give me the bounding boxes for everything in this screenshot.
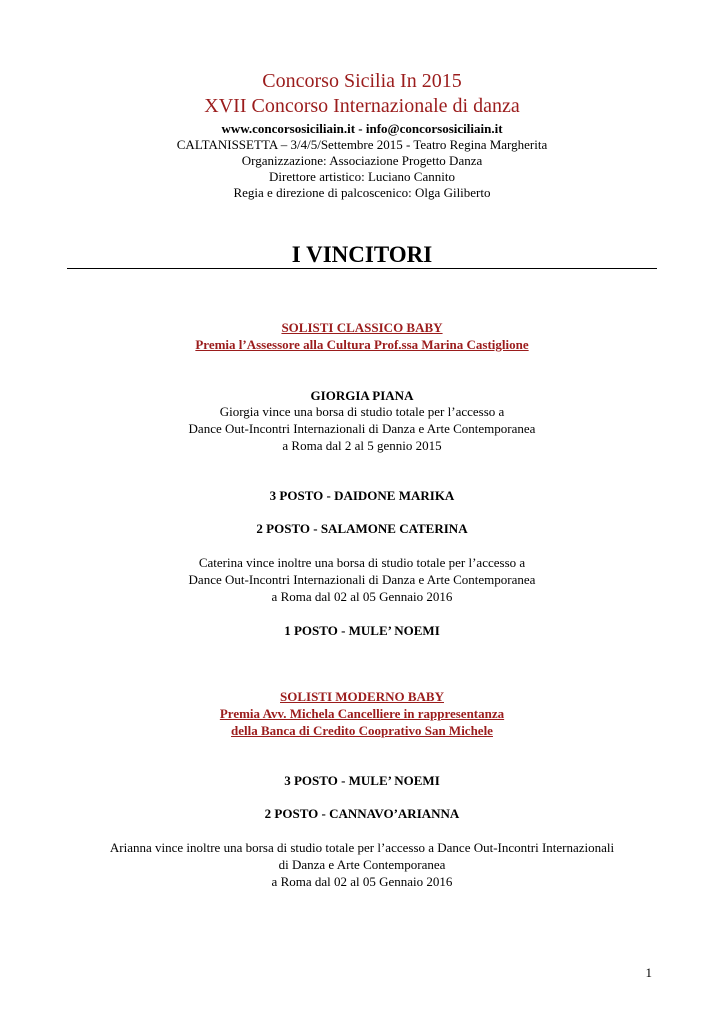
organization: Organizzazione: Associazione Progetto Danza <box>241 153 483 168</box>
page-number: 1 <box>645 965 652 980</box>
third-place: 3 POSTO - DAIDONE MARIKA <box>269 488 455 503</box>
section-sponsor-moderno: Premia Avv. Michela Cancelliere in rappresentanza <box>219 706 505 721</box>
third-place: 3 POSTO - MULE’ NOEMI <box>284 773 440 788</box>
section-sponsor-classico: Premia l’Assessore alla Cultura Prof.ssa Marina Castiglione <box>195 337 529 352</box>
artistic-director: Direttore artistico: Luciano Cannito <box>269 169 455 184</box>
section-title-classico: SOLISTI CLASSICO BABY <box>281 320 443 335</box>
second-prize-line: di Danza e Arte Contemporanea <box>278 857 446 872</box>
first-place: 1 POSTO - MULE’ NOEMI <box>284 623 440 638</box>
section-title-moderno: SOLISTI MODERNO BABY <box>280 689 444 704</box>
second-prize-line: a Roma dal 02 al 05 Gennaio 2016 <box>271 874 453 889</box>
special-prize-line: a Roma dal 2 al 5 gennio 2015 <box>282 438 442 453</box>
special-winner-name: GIORGIA PIANA <box>310 388 414 403</box>
event-place: CALTANISSETTA – 3/4/5/Settembre 2015 - Teatro Regina Margherita <box>176 137 548 152</box>
contest-subtitle: XVII Concorso Internazionale di danza <box>204 95 520 117</box>
contact-line: www.concorsosiciliain.it - info@concorsosiciliain.it <box>221 121 503 136</box>
second-place: 2 POSTO - CANNAVO’ARIANNA <box>264 806 460 821</box>
second-prize-line: Arianna vince inoltre una borsa di studio totale per l’accesso a Dance Out-Incontri Internazionali <box>109 840 615 855</box>
special-prize-line: Dance Out-Incontri Internazionali di Danza e Arte Contemporanea <box>188 421 536 436</box>
heading-rule <box>67 268 657 269</box>
special-prize-line: Giorgia vince una borsa di studio totale per l’accesso a <box>219 404 505 419</box>
contest-title: Concorso Sicilia In 2015 <box>262 70 462 92</box>
second-place: 2 POSTO - SALAMONE CATERINA <box>256 521 468 536</box>
second-prize-line: a Roma dal 02 al 05 Gennaio 2016 <box>271 589 453 604</box>
winners-heading: I VINCITORI <box>291 242 433 267</box>
second-prize-line: Dance Out-Incontri Internazionali di Danza e Arte Contemporanea <box>188 572 536 587</box>
second-prize-line: Caterina vince inoltre una borsa di studio totale per l’accesso a <box>198 555 526 570</box>
stage-director: Regia e direzione di palcoscenico: Olga Giliberto <box>233 185 491 200</box>
section-sponsor-moderno: della Banca di Credito Cooprativo San Michele <box>231 723 493 738</box>
